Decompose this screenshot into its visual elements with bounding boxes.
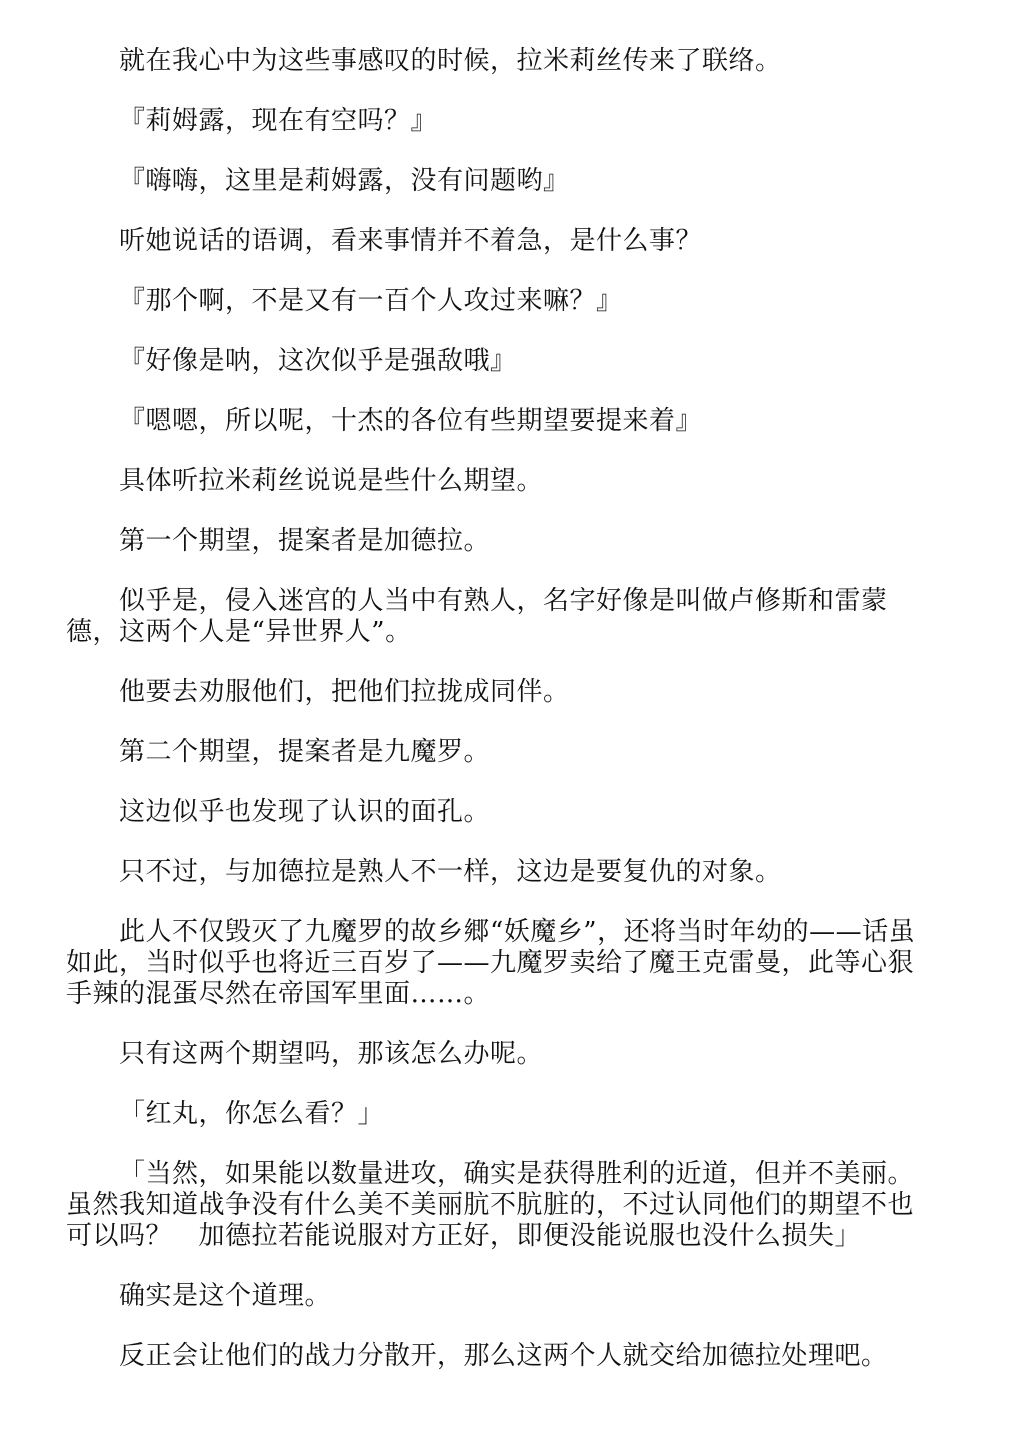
paragraph-20: 反正会让他们的战力分散开，那么这两个人就交给加德拉处理吧。 xyxy=(119,1341,888,1371)
paragraph-14: 只不过，与加德拉是熟人不一样，这边是要复仇的对象。 xyxy=(119,857,782,887)
paragraph-9: 第一个期望，提案者是加德拉。 xyxy=(119,526,491,556)
dialog-line-5: 『嗯嗯，所以呢，十杰的各位有些期望要提来着』 xyxy=(119,406,703,436)
paragraph-15: 此人不仅毁灭了九魔罗的故乡郷“妖魔乡”，还将当时年幼的——话虽如此，当时似乎也将近三百岁了——九魔罗卖给了魔王克雷曼，此等心狠手辣的混蛋尽然在帝国军里面……。 xyxy=(66,917,916,1009)
paragraph-12: 第二个期望，提案者是九魔罗。 xyxy=(119,737,491,767)
paragraph-16: 只有这两个期望吗，那该怎么办呢。 xyxy=(119,1039,544,1069)
paragraph-1: 就在我心中为这些事感叹的时候，拉米莉丝传来了联络。 xyxy=(119,46,782,76)
dialog-line-3: 『那个啊，不是又有一百个人攻过来嘛？』 xyxy=(119,286,623,316)
dialog-line-2: 『嗨嗨，这里是莉姆露，没有问题哟』 xyxy=(119,166,570,196)
dialog-line-7: 「当然，如果能以数量进攻，确实是获得胜利的近道，但并不美丽。虽然我知道战争没有什么美不美丽肮不肮脏的，不过认同他们的期望不也可以吗？ 加德拉若能说服对方正好，即便没能说服也没什么损失」 xyxy=(66,1159,915,1251)
dialog-line-4: 『好像是呐，这次似乎是强敌哦』 xyxy=(119,346,517,376)
paragraph-19: 确实是这个道理。 xyxy=(119,1281,332,1311)
dialog-line-1: 『莉姆露，现在有空吗？』 xyxy=(119,106,438,136)
paragraph-11: 他要去劝服他们，把他们拉拢成同伴。 xyxy=(119,677,570,707)
dialog-line-6: 「红丸，你怎么看？」 xyxy=(119,1099,385,1129)
paragraph-8: 具体听拉米莉丝说说是些什么期望。 xyxy=(119,466,544,496)
document-page xyxy=(66,46,932,1401)
paragraph-10: 似乎是，侵入迷宫的人当中有熟人，名字好像是叫做卢修斯和雷蒙德，这两个人是“异世界人”。 xyxy=(66,586,888,647)
paragraph-13: 这边似乎也发现了认识的面孔。 xyxy=(119,797,491,827)
paragraph-4: 听她说话的语调，看来事情并不着急，是什么事？ xyxy=(119,226,703,256)
